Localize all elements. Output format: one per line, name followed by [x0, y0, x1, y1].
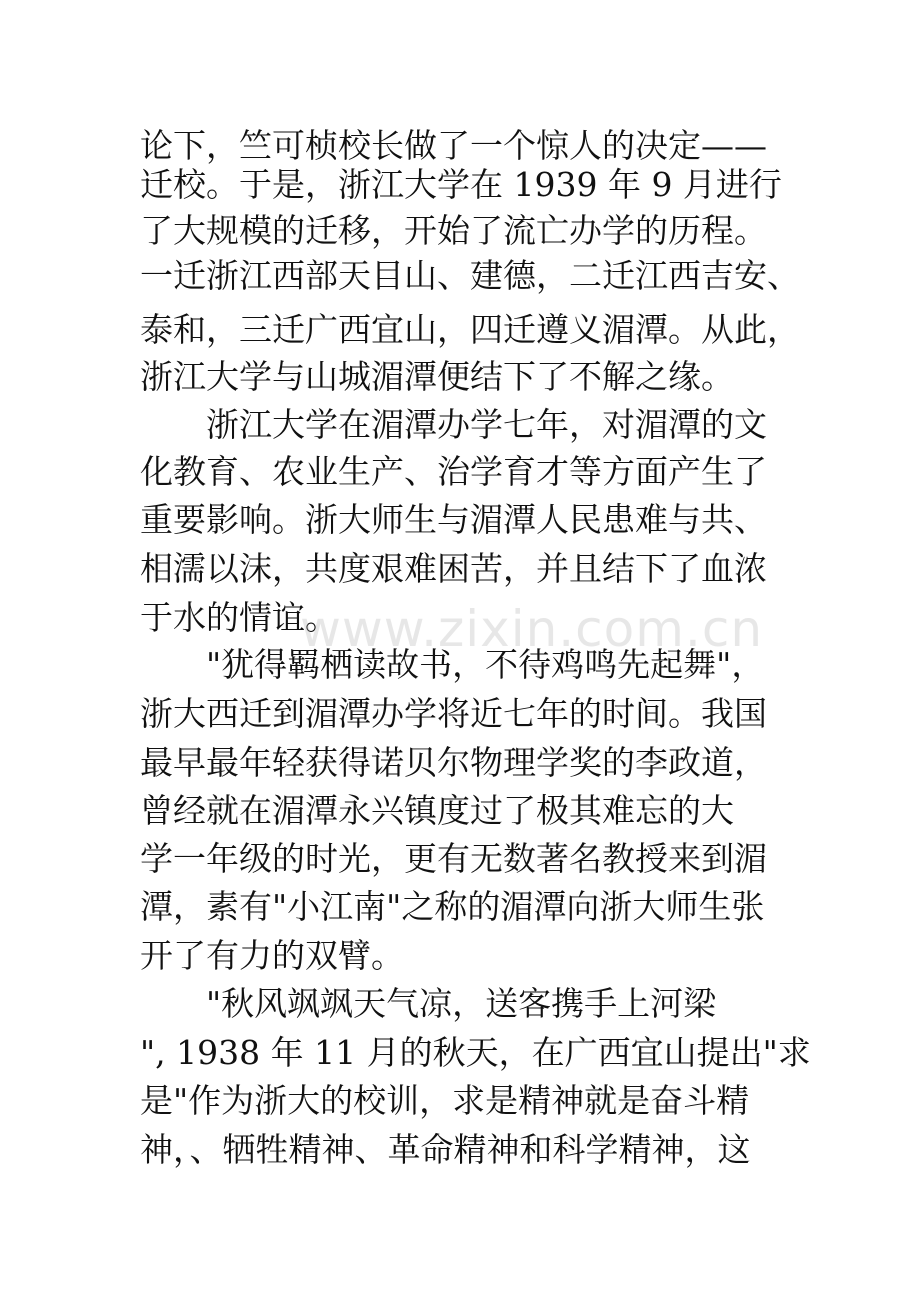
- text-line-10: 相濡以沫，共度艰难困苦，并且结下了血浓: [140, 549, 767, 588]
- text-line-14: 最早最年轻获得诺贝尔物理学奖的李政道，: [140, 743, 767, 782]
- text-line-11: 于水的情谊。: [140, 598, 338, 637]
- text-line-12: "犹得羁栖读故书，不待鸡鸣先起舞"，: [140, 645, 765, 684]
- text-line-22: 神，、牺牲精神、革命精神和科学精神，这: [140, 1130, 751, 1169]
- text-line-6: 浙江大学与山城湄潭便结下了不解之缘。: [140, 357, 734, 396]
- text-line-17: 潭，素有"小江南"之称的湄潭向浙大师生张: [140, 887, 765, 926]
- text-line-18: 开了有力的双臂。: [140, 936, 404, 975]
- text-line-19: "秋风飒飒天气凉，送客携手上河梁: [140, 984, 717, 1023]
- text-line-5: 泰和，三迁广西宜山，四迁遵义湄潭。从此，: [140, 310, 800, 349]
- text-line-8: 化教育、农业生产、治学育才等方面产生了: [140, 452, 767, 491]
- text-line-16: 学一年级的时光，更有无数著名教授来到湄: [140, 839, 767, 878]
- text-line-20: ", 1938 年 11 月的秋天，在广西宜山提出"求: [140, 1033, 811, 1072]
- text-line-7: 浙江大学在湄潭办学七年，对湄潭的文: [140, 405, 767, 444]
- text-line-1: 论下，竺可桢校长做了一个惊人的决定——: [140, 126, 767, 165]
- text-line-21: 是"作为浙大的校训，求是精神就是奋斗精: [140, 1081, 750, 1120]
- text-line-4: 一迁浙江西部天目山、建德，二迁江西吉安、: [140, 256, 800, 295]
- text-line-15: 曾经就在湄潭永兴镇度过了极其难忘的大: [140, 791, 734, 830]
- watermark: www.zixin.com.cn: [300, 600, 764, 658]
- text-line-13: 浙大西迁到湄潭办学将近七年的时间。我国: [140, 694, 767, 733]
- text-line-9: 重要影响。浙大师生与湄潭人民患难与共、: [140, 500, 767, 539]
- text-line-3: 了大规模的迁移，开始了流亡办学的历程。: [140, 211, 767, 250]
- text-line-2: 迁校。于是，浙江大学在 1939 年 9 月进行: [140, 165, 782, 204]
